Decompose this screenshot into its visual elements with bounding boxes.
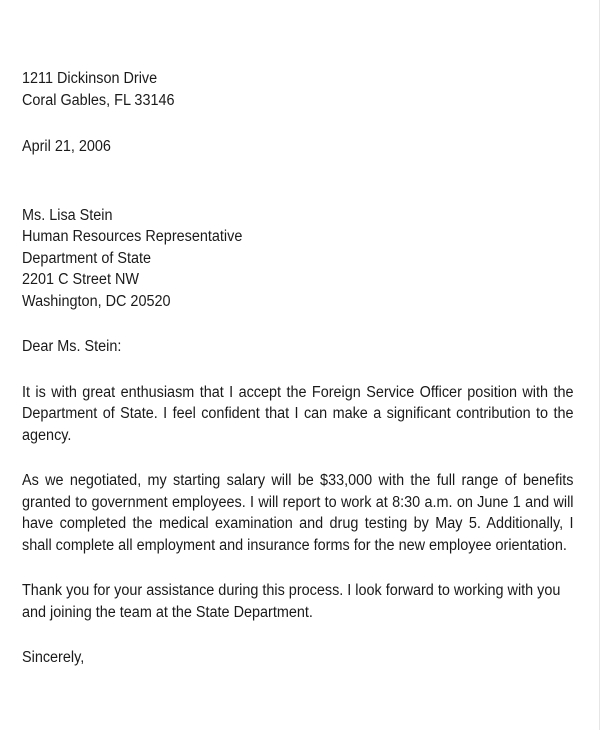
recipient-org: Department of State (22, 249, 152, 267)
salutation (22, 336, 573, 358)
recipient-title: Human Resources Representative (22, 228, 243, 245)
sender-street: 1211 Dickinson Drive (22, 70, 158, 87)
paragraph-terms: As we negotiated, my starting salary will be $33,000 with the full range of benefits granted to government employees. I will report to work at 8:30 a.m. on June 1 and will have completed the medical examination and drug testing by May 5. Additionally, I shall complete all employment and insurance forms for the new employee orientation. (22, 472, 574, 554)
closing (22, 647, 573, 669)
sender-address (22, 68, 573, 111)
letter-body (22, 68, 573, 669)
sender-city: Coral Gables, FL 33146 (22, 91, 175, 109)
date-text: April 21, 2006 (22, 138, 111, 155)
closing-text: Sincerely, (22, 649, 85, 666)
paragraph-thanks: Thank you for your assistance during this process. I look forward to working with you and joining the team at the State Department. (22, 582, 561, 621)
paragraph-acceptance: It is with great enthusiasm that I accept the Foreign Service Officer position with the Department of State. I feel confident that I can make a significant contribution to the agency. (22, 383, 574, 444)
recipient-name: Ms. Lisa Stein (22, 206, 113, 224)
recipient-street: 2201 C Street NW (22, 271, 139, 288)
recipient-address (22, 205, 573, 313)
recipient-city: Washington, DC 20520 (22, 292, 171, 310)
salutation-text: Dear Ms. Stein: (22, 338, 122, 355)
letter-date (22, 136, 573, 158)
